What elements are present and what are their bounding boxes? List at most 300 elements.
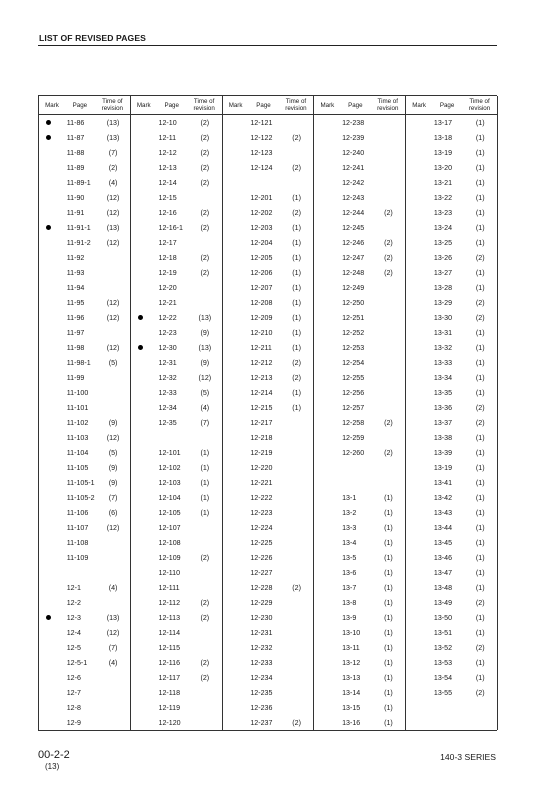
page-cell: 12-105 (158, 508, 181, 517)
page-cell: 13-2 (342, 508, 357, 517)
table-row (406, 505, 497, 520)
revision-cell: (2) (292, 358, 301, 367)
page-cell: 11-99 (66, 373, 85, 382)
table-row (223, 595, 314, 610)
revision-cell: (1) (475, 658, 485, 667)
table-row (131, 475, 222, 490)
table-row (39, 640, 130, 655)
table-row (223, 430, 314, 445)
page-cell: 12-225 (250, 538, 273, 547)
revision-cell: (9) (108, 478, 118, 487)
column-group (314, 96, 406, 730)
revision-cell: (12) (106, 628, 120, 637)
table-row (223, 460, 314, 475)
page-cell: 13-21 (433, 178, 453, 187)
header-mark: Mark (45, 101, 59, 109)
revision-cell: (2) (384, 418, 393, 427)
revision-cell: (2) (200, 253, 210, 262)
page-cell: 11-87 (66, 133, 85, 142)
header-time-line1: Time of (377, 98, 398, 105)
table-row (223, 130, 314, 145)
page-cell: 13-14 (342, 688, 361, 697)
page-cell: 13-31 (433, 328, 453, 337)
page-cell: 12-256 (342, 388, 365, 397)
page-cell: 13-26 (433, 253, 453, 262)
table-row (223, 295, 314, 310)
table-row (39, 460, 130, 475)
column-header (223, 96, 314, 115)
header-time-line2: revision (468, 105, 491, 112)
table-row (131, 415, 222, 430)
page-cell: 12-208 (250, 298, 273, 307)
revision-cell: (1) (384, 658, 393, 667)
table-row (39, 715, 130, 730)
header-page: Page (256, 101, 271, 109)
page-cell: 12-116 (158, 658, 181, 667)
header-mark: Mark (412, 101, 427, 109)
page-cell: 11-91-1 (66, 223, 91, 232)
table-row (131, 325, 222, 340)
revision-cell: (1) (475, 613, 485, 622)
page-cell: 12-117 (158, 673, 181, 682)
page-cell: 11-105-2 (66, 493, 95, 502)
table-row (39, 655, 130, 670)
column-group (39, 96, 131, 730)
page-cell: 13-49 (433, 598, 453, 607)
revision-cell: (1) (475, 358, 485, 367)
revision-cell: (7) (108, 493, 118, 502)
table-row (314, 445, 405, 460)
revision-cell: (1) (384, 568, 393, 577)
revision-cell: (1) (475, 568, 485, 577)
page-cell: 11-88 (66, 148, 85, 157)
page-cell: 12-15 (158, 193, 177, 202)
title-divider (38, 45, 497, 46)
revision-cell: (2) (292, 583, 301, 592)
table-row (314, 715, 405, 730)
page-cell: 13-38 (433, 433, 453, 442)
page-cell: 12-228 (250, 583, 273, 592)
page-cell: 11-105 (66, 463, 89, 472)
revision-cell: (1) (475, 178, 485, 187)
page-cell: 12-7 (66, 688, 81, 697)
revision-cell: (1) (475, 628, 485, 637)
revision-cell: (2) (384, 253, 393, 262)
table-row (406, 205, 497, 220)
table-row (131, 550, 222, 565)
page-cell: 12-10 (158, 118, 177, 127)
table-row (406, 445, 497, 460)
header-time-of-revision (370, 98, 405, 112)
revision-cell: (5) (108, 448, 118, 457)
revision-cell: (1) (200, 493, 210, 502)
revision-cell: (1) (475, 268, 485, 277)
table-row (131, 235, 222, 250)
page-cell: 12-6 (66, 673, 81, 682)
revision-cell: (1) (384, 508, 393, 517)
page-cell: 13-43 (433, 508, 453, 517)
table-row (406, 595, 497, 610)
revision-cell: (1) (292, 313, 301, 322)
revision-cell: (1) (475, 493, 485, 502)
page-cell: 12-224 (250, 523, 273, 532)
page-cell: 13-34 (433, 373, 453, 382)
revision-cell: (2) (384, 208, 393, 217)
page-cell: 13-25 (433, 238, 453, 247)
table-row (131, 595, 222, 610)
table-row (406, 640, 497, 655)
page-cell: 13-12 (342, 658, 361, 667)
table-row (314, 400, 405, 415)
page-cell: 13-55 (433, 688, 453, 697)
page-cell: 12-34 (158, 403, 177, 412)
header-page: Page (439, 101, 455, 109)
page-cell: 13-30 (433, 313, 453, 322)
page-cell: 11-104 (66, 448, 89, 457)
table-row (314, 505, 405, 520)
header-time-line2: revision (193, 105, 215, 112)
page-cell: 12-243 (342, 193, 365, 202)
table-row (131, 430, 222, 445)
page-cell: 11-92 (66, 253, 85, 262)
table-row (39, 310, 130, 325)
table-row (406, 340, 497, 355)
page-cell: 12-206 (250, 268, 273, 277)
table-row (131, 505, 222, 520)
revision-cell: (2) (200, 133, 210, 142)
revision-cell: (1) (475, 223, 485, 232)
page-cell: 12-107 (158, 523, 181, 532)
page-cell: 12-203 (250, 223, 273, 232)
revision-cell: (2) (475, 688, 485, 697)
revision-cell: (1) (384, 493, 393, 502)
page-cell: 11-107 (66, 523, 89, 532)
revision-cell: (1) (475, 328, 485, 337)
revision-cell: (1) (475, 673, 485, 682)
table-row (314, 385, 405, 400)
page-cell: 12-16-1 (158, 223, 183, 232)
header-time-of-revision (462, 98, 497, 112)
table-row (314, 295, 405, 310)
table-row (131, 370, 222, 385)
table-row (223, 580, 314, 595)
header-time-of-revision (95, 98, 130, 112)
page-cell: 12-35 (158, 418, 177, 427)
table-row (131, 520, 222, 535)
page-cell: 12-4 (66, 628, 81, 637)
revision-cell: (12) (106, 208, 120, 217)
revision-bullet-icon (138, 345, 143, 350)
page-cell: 13-11 (342, 643, 360, 652)
table-row (131, 205, 222, 220)
page-cell: 12-101 (158, 448, 181, 457)
header-time-line2: revision (101, 105, 123, 112)
table-row (314, 250, 405, 265)
page-cell: 12-114 (158, 628, 181, 637)
table-row (406, 685, 497, 700)
table-row (406, 385, 497, 400)
table-row (223, 475, 314, 490)
page-cell: 12-252 (342, 328, 365, 337)
table-row (406, 670, 497, 685)
table-row (223, 220, 314, 235)
page-cell: 13-19 (433, 463, 453, 472)
page-cell: 12-5-1 (66, 658, 88, 667)
table-row (131, 190, 222, 205)
revision-cell: (12) (106, 433, 120, 442)
table-row (314, 610, 405, 625)
table-row (131, 535, 222, 550)
table-row (223, 655, 314, 670)
page-cell: 12-245 (342, 223, 365, 232)
revision-cell: (12) (198, 373, 212, 382)
page-cell: 13-15 (342, 703, 361, 712)
page-cell: 12-110 (158, 568, 181, 577)
page-cell: 12-31 (158, 358, 177, 367)
page-cell: 13-52 (433, 643, 453, 652)
page-cell: 12-108 (158, 538, 181, 547)
revision-cell: (13) (106, 118, 120, 127)
page-cell: 12-213 (250, 373, 273, 382)
page-cell: 12-212 (250, 358, 273, 367)
table-row (314, 175, 405, 190)
column-header (314, 96, 405, 115)
page-cell: 12-220 (250, 463, 273, 472)
page-cell: 13-5 (342, 553, 357, 562)
table-row (223, 535, 314, 550)
revision-cell: (1) (292, 268, 301, 277)
revision-bullet-icon (46, 120, 51, 125)
page-cell: 11-105-1 (66, 478, 95, 487)
revision-bullet-icon (46, 135, 51, 140)
revision-cell: (9) (200, 328, 210, 337)
table-row (223, 505, 314, 520)
page-cell: 12-16 (158, 208, 177, 217)
header-time-line1: Time of (102, 98, 123, 105)
page-cell: 13-10 (342, 628, 361, 637)
revision-cell: (1) (475, 283, 485, 292)
revision-cell: (12) (106, 523, 120, 532)
revision-cell: (1) (292, 298, 301, 307)
table-row (131, 400, 222, 415)
table-row (39, 295, 130, 310)
table-row (406, 715, 497, 730)
page-cell: 11-97 (66, 328, 85, 337)
revision-cell: (2) (475, 598, 485, 607)
table-row (406, 235, 497, 250)
table-row (39, 625, 130, 640)
page-cell: 12-226 (250, 553, 273, 562)
revision-cell: (13) (106, 133, 120, 142)
revision-cell: (1) (475, 388, 485, 397)
revision-cell: (1) (292, 328, 301, 337)
revision-cell: (1) (384, 523, 393, 532)
revision-cell: (4) (108, 658, 118, 667)
revision-cell: (2) (200, 163, 210, 172)
page-cell: 12-259 (342, 433, 365, 442)
page-cell: 13-20 (433, 163, 453, 172)
table-row (39, 340, 130, 355)
table-row (223, 625, 314, 640)
revision-cell: (1) (475, 463, 485, 472)
table-row (131, 580, 222, 595)
page-cell: 13-16 (342, 718, 361, 727)
page-cell: 13-44 (433, 523, 453, 532)
page-cell: 12-104 (158, 493, 181, 502)
revision-cell: (7) (108, 643, 118, 652)
revision-cell: (1) (292, 283, 301, 292)
revision-cell: (1) (475, 478, 485, 487)
table-row (314, 355, 405, 370)
table-row (406, 535, 497, 550)
table-row (314, 190, 405, 205)
table-row (223, 670, 314, 685)
column-group (406, 96, 498, 730)
page-cell: 13-33 (433, 358, 453, 367)
page-cell: 12-219 (250, 448, 273, 457)
page-cell: 12-1 (66, 583, 81, 592)
page-cell: 12-214 (250, 388, 273, 397)
revision-cell: (2) (200, 118, 210, 127)
revision-cell: (1) (475, 343, 485, 352)
table-row (406, 160, 497, 175)
table-row (39, 205, 130, 220)
page-cell: 12-119 (158, 703, 181, 712)
table-row (406, 115, 497, 130)
revision-cell: (2) (108, 163, 118, 172)
revision-cell: (1) (475, 553, 485, 562)
revision-cell: (2) (475, 403, 485, 412)
page-cell: 13-24 (433, 223, 453, 232)
page-cell: 12-260 (342, 448, 365, 457)
page-cell: 11-90 (66, 193, 85, 202)
table-row (39, 520, 130, 535)
revision-cell: (2) (200, 148, 210, 157)
header-mark: Mark (228, 101, 243, 109)
table-row (406, 565, 497, 580)
page-cell: 13-46 (433, 553, 453, 562)
revision-cell: (1) (384, 628, 393, 637)
table-row (314, 340, 405, 355)
revision-cell: (1) (475, 208, 485, 217)
revision-cell: (1) (475, 133, 485, 142)
page-cell: 12-227 (250, 568, 273, 577)
page-cell: 11-100 (66, 388, 89, 397)
table-row (131, 310, 222, 325)
revision-cell: (2) (475, 313, 485, 322)
revision-cell: (4) (108, 178, 118, 187)
table-row (223, 355, 314, 370)
revision-cell: (2) (200, 178, 210, 187)
page-cell: 13-9 (342, 613, 357, 622)
page-cell: 12-251 (342, 313, 365, 322)
revision-cell: (5) (200, 388, 210, 397)
page-cell: 13-32 (433, 343, 453, 352)
table-row (314, 475, 405, 490)
revision-cell: (2) (200, 658, 210, 667)
table-row (406, 460, 497, 475)
page-cell: 13-3 (342, 523, 357, 532)
revision-cell: (2) (200, 553, 210, 562)
revision-cell: (9) (108, 418, 118, 427)
table-row (131, 445, 222, 460)
table-row (314, 370, 405, 385)
table-row (131, 490, 222, 505)
table-row (39, 535, 130, 550)
page-cell: 12-233 (250, 658, 273, 667)
table-row (131, 685, 222, 700)
page-cell: 12-121 (250, 118, 273, 127)
page-cell: 11-98 (66, 343, 85, 352)
page-cell: 12-8 (66, 703, 81, 712)
table-row (314, 220, 405, 235)
table-row (39, 265, 130, 280)
page-cell: 13-22 (433, 193, 453, 202)
table-row (39, 610, 130, 625)
revision-cell: (1) (200, 478, 210, 487)
page-cell: 12-123 (250, 148, 273, 157)
page-cell: 11-89 (66, 163, 85, 172)
table-row (39, 430, 130, 445)
table-row (314, 280, 405, 295)
table-row (131, 610, 222, 625)
table-row (39, 280, 130, 295)
page-cell: 12-18 (158, 253, 177, 262)
table-row (39, 445, 130, 460)
page-cell: 11-102 (66, 418, 89, 427)
page-cell: 12-103 (158, 478, 181, 487)
header-page: Page (348, 101, 363, 109)
table-row (39, 505, 130, 520)
mark-cell (39, 225, 59, 230)
table-row (39, 220, 130, 235)
table-row (131, 250, 222, 265)
revision-cell: (13) (106, 223, 120, 232)
page-cell: 12-17 (158, 238, 177, 247)
table-row (406, 475, 497, 490)
page-cell: 13-19 (433, 148, 453, 157)
revision-cell: (2) (200, 208, 210, 217)
table-row (314, 235, 405, 250)
table-row (39, 370, 130, 385)
table-row (406, 370, 497, 385)
page-cell: 12-241 (342, 163, 365, 172)
table-row (131, 130, 222, 145)
revision-cell: (9) (200, 358, 210, 367)
page-cell: 13-13 (342, 673, 361, 682)
table-row (314, 625, 405, 640)
revision-cell: (12) (106, 298, 120, 307)
page-cell: 12-209 (250, 313, 273, 322)
table-row (406, 310, 497, 325)
revision-cell: (2) (384, 238, 393, 247)
revision-cell: (1) (475, 373, 485, 382)
page-cell: 13-7 (342, 583, 357, 592)
table-row (39, 700, 130, 715)
table-row (314, 415, 405, 430)
table-row (314, 145, 405, 160)
table-row (406, 325, 497, 340)
table-row (223, 700, 314, 715)
revision-cell: (1) (384, 673, 393, 682)
revision-cell: (1) (200, 508, 210, 517)
table-row (314, 550, 405, 565)
page-cell: 13-35 (433, 388, 453, 397)
revision-cell: (2) (475, 643, 485, 652)
revision-cell: (1) (200, 463, 210, 472)
revision-cell: (1) (384, 643, 393, 652)
page-cell: 12-204 (250, 238, 273, 247)
